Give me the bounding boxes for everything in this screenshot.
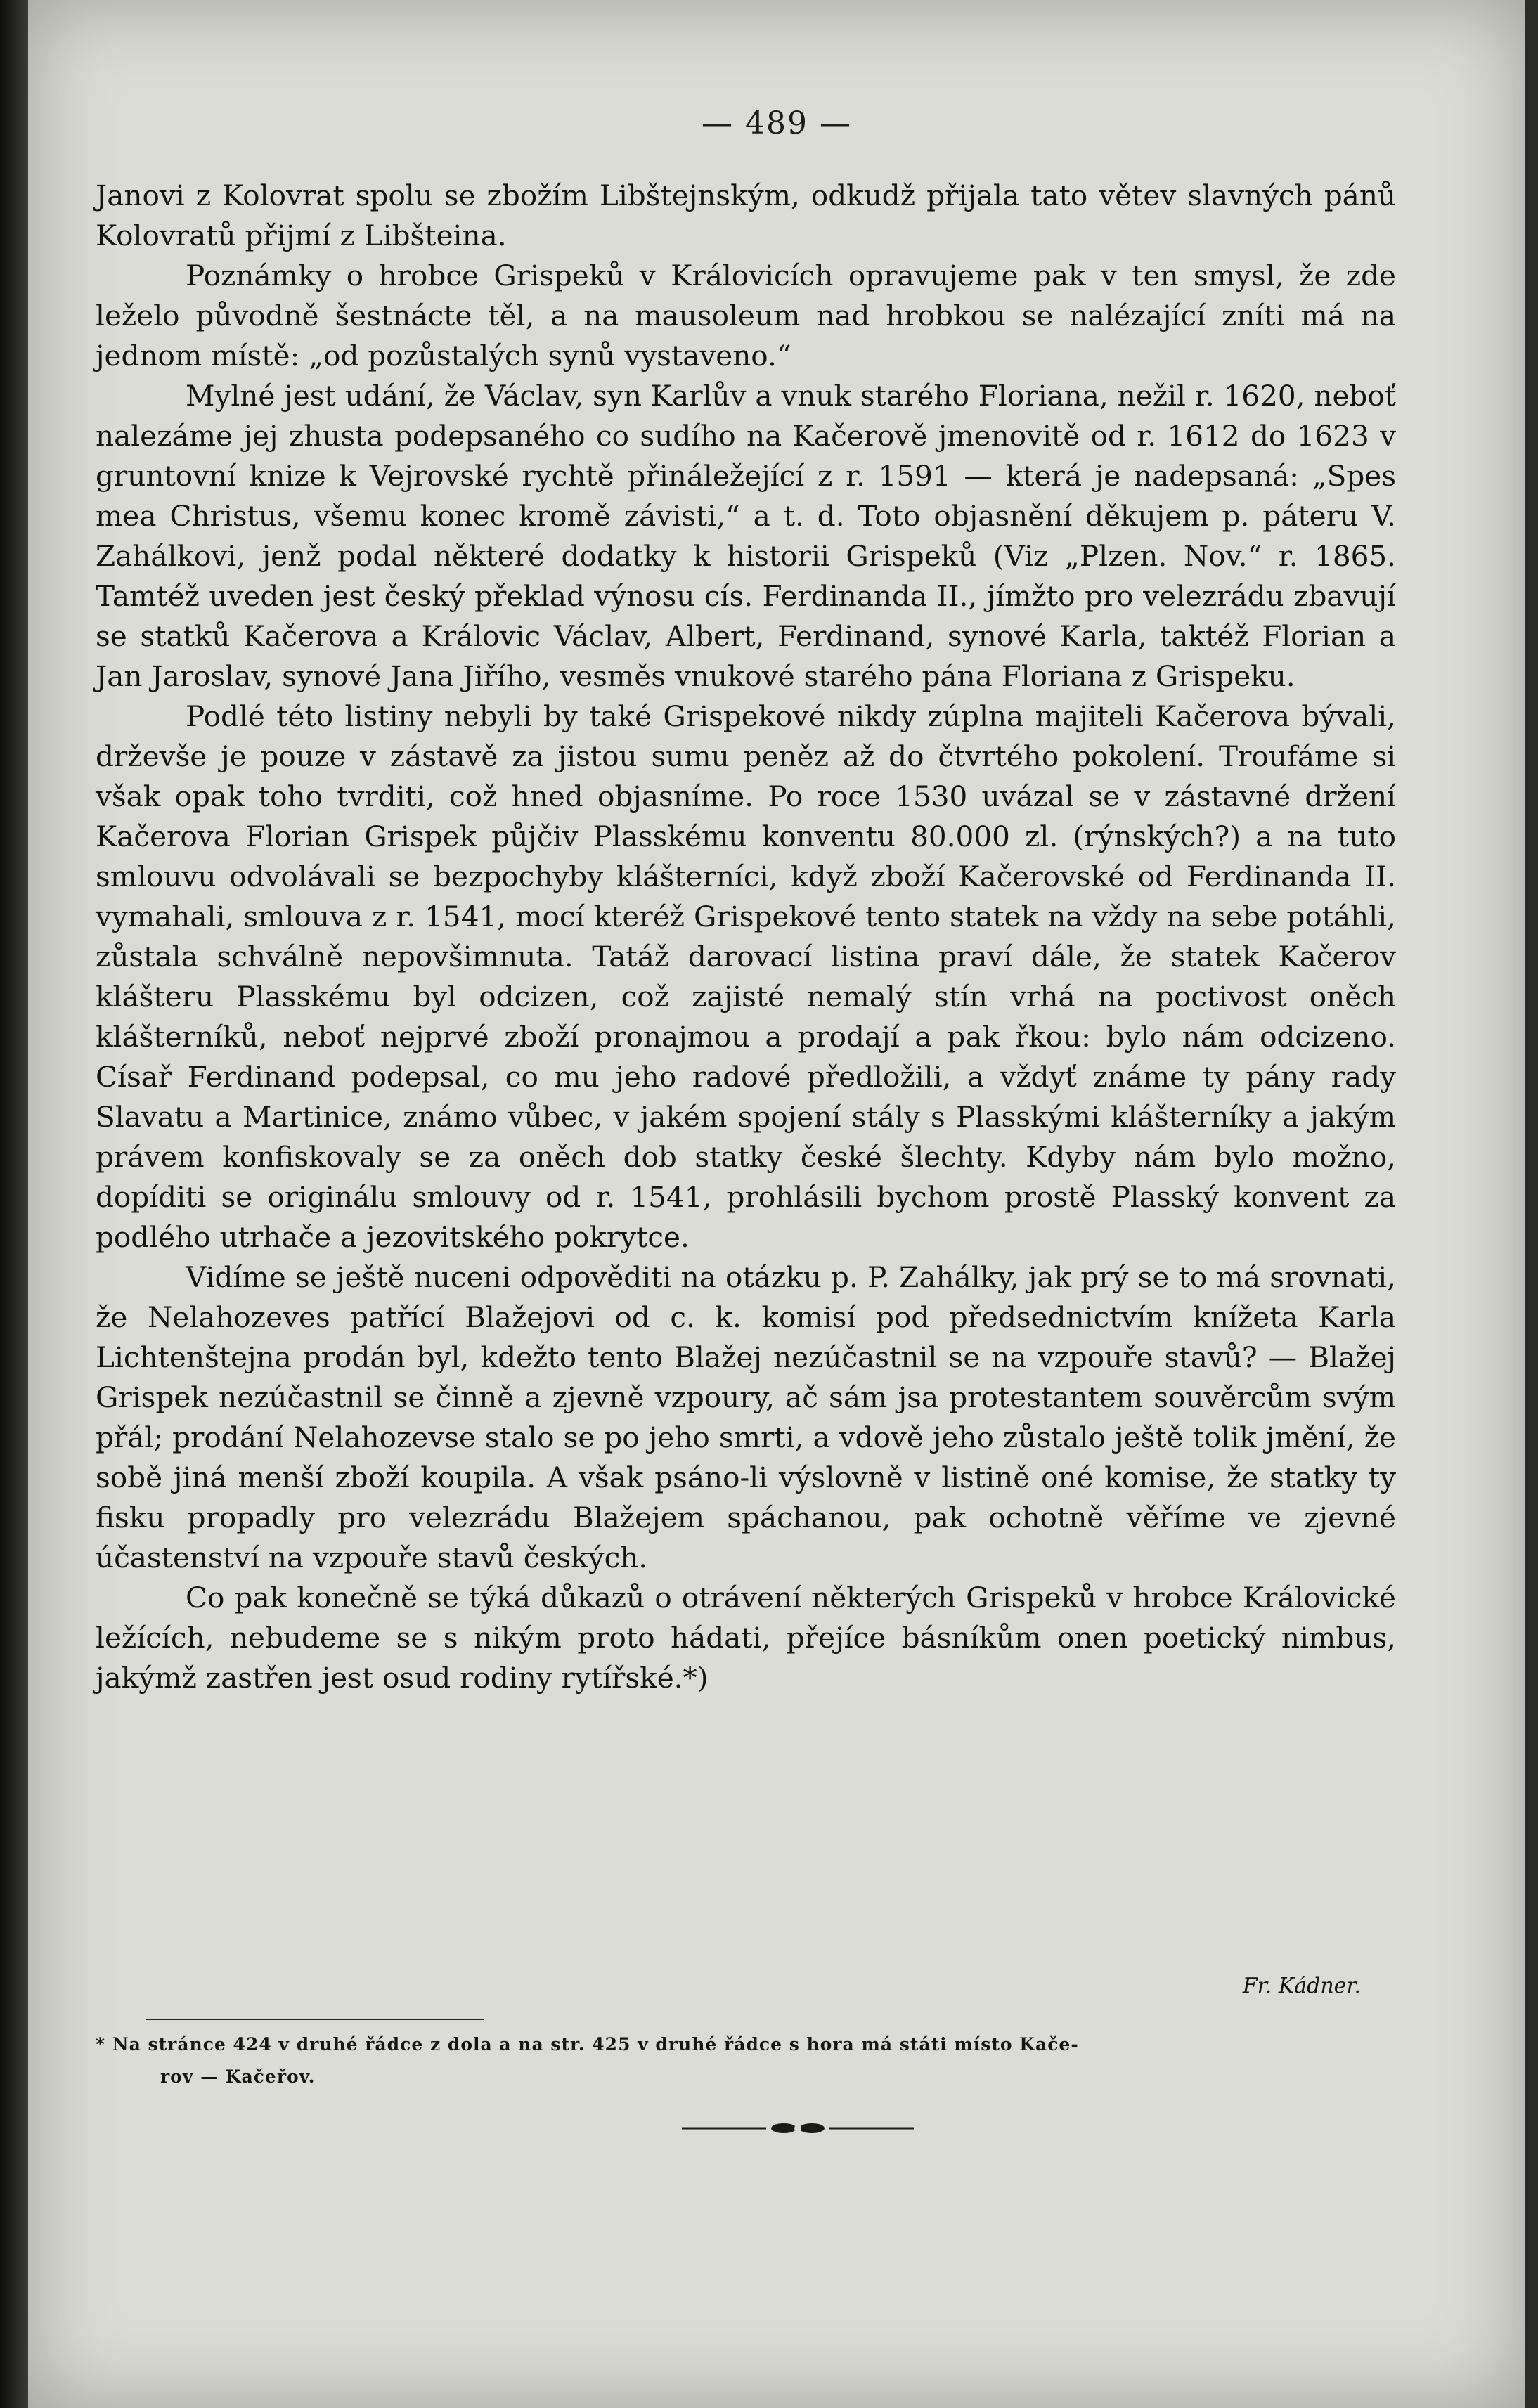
paragraph-1: Janovi z Kolovrat spolu se zbožím Libštejnským, odkudž přijala tato větev slavných pánů Kolovratů přijmí z Libšteina. (96, 179, 1396, 252)
end-ornament-icon (682, 2119, 914, 2137)
footnote-line-1: * Na stránce 424 v druhé řádce z dola a na str. 425 v druhé řádce s hora má státi místo Kače- (96, 2034, 1079, 2054)
paragraph-4: Podlé této listiny nebyli by také Grispekové nikdy zúplna majiteli Kačerova bývali, drževše je pouze v zástavě za jistou sumu peněz až do čtvrtého pokolení. Troufáme si však opak toho tvrditi, což hned objasníme. Po roce 1530 uvázal se v zástavné držení Kačerova Florian Grispek půjčiv Plasskému konventu 80.000 zl. (rýnských?) a na tuto smlouvu odvolávali se bezpochyby klášterníci, když zboží Kačerovské od Ferdinanda II. vymahali, smlouva z r. 1541, mocí kteréž Grispekové tento statek na vždy na sebe potáhli, zůstala schválně nepovšimnuta. Tatáž darovací listina praví dále, že statek Kačerov klášteru Plasskému byl odcizen, což zajisté nemalý stín vrhá na poctivost oněch klášterníků, neboť nejprvé zboží pronajmou a prodají a pak řkou: bylo nám odcizeno. Císař Ferdinand podepsal, co mu jeho radové předložili, a vždyť známe ty pány rady Slavatu a Martinice, známo vůbec, v jakém spojení stály s Plasskými klášterníky a jakým právem konfiskovaly se za oněch dob statky české šlechty. Kdyby nám bylo možno, dopíditi se originálu smlouvy od r. 1541, prohlásili bychom prostě Plasský konvent za podlého utrhače a jezovitského pokrytce. (96, 699, 1396, 1254)
paragraph-2: Poznámky o hrobce Grispeků v Královicích opravujeme pak v ten smysl, že zde leželo původně šestnácte těl, a na mausoleum nad hrobkou se nalézající zníti má na jednom místě: „od pozůstalých synů vystaveno.“ (96, 259, 1396, 373)
page-number: — 489 — (702, 105, 852, 141)
paragraph-5: Vidíme se ještě nuceni odpověditi na otázku p. P. Zahálky, jak prý se to má srovnati, že Nelahozeves patřící Blažejovi od c. k. komisí pod předsednictvím knížeta Karla Lichtenštejna prodán byl, kdežto tento Blažej nezúčastnil se na vzpouře stavů? — Blažej Grispek nezúčastnil se činně a zjevně vzpoury, ač sám jsa protestantem souvěrcům svým přál; prodání Nelahozevse stalo se po jeho smrti, a vdově jeho zůstalo ještě tolik jmění, že sobě jiná menší zboží koupila. A však psáno-li výslovně v listině oné komise, že statky ty fisku propadly pro velezrádu Blažejem spáchanou, pak ochotně věříme ve zjevné účastenství na vzpouře stavů českých. (96, 1260, 1396, 1574)
footnote (96, 2028, 1396, 2093)
footnote-rule (146, 2019, 484, 2020)
author-signature: Fr. Kádner. (1242, 1974, 1361, 1998)
footnote-line-2: rov — Kačeřov. (160, 2066, 316, 2087)
paragraph-3: Mylné jest udání, že Václav, syn Karlův a vnuk starého Floriana, nežil r. 1620, neboť nalezáme jej zhusta podepsaného co sudího na Kačerově jmenovitě od r. 1612 do 1623 v gruntovní knize k Vejrovské rychtě přináležející z r. 1591 — která je nadepsaná: „Spes mea Christus, všemu konec kromě závisti,“ a t. d. Toto objasnění děkujem p. páteru V. Zahálkovi, jenž podal některé dodatky k historii Grispeků (Viz „Plzen. Nov.“ r. 1865. Tamtéž uveden jest český překlad výnosu cís. Ferdinanda II., jímžto pro velezrádu zbavují se statků Kačerova a Královic Václav, Albert, Ferdinand, synové Karla, taktéž Florian a Jan Jaroslav, synové Jana Jiřího, vesměs vnukové starého pána Floriana z Grispeku. (96, 379, 1396, 693)
paragraph-6: Co pak konečně se týká důkazů o otrávení některých Grispeků v hrobce Královické ležících, nebudeme se s nikým proto hádati, přejíce básníkům onen poetický nimbus, jakýmž zastřen jest osud rodiny rytířské.*) (96, 1581, 1396, 1695)
book-page (28, 0, 1525, 2408)
scan-left-edge (0, 0, 28, 2408)
body-text (96, 176, 1396, 1698)
